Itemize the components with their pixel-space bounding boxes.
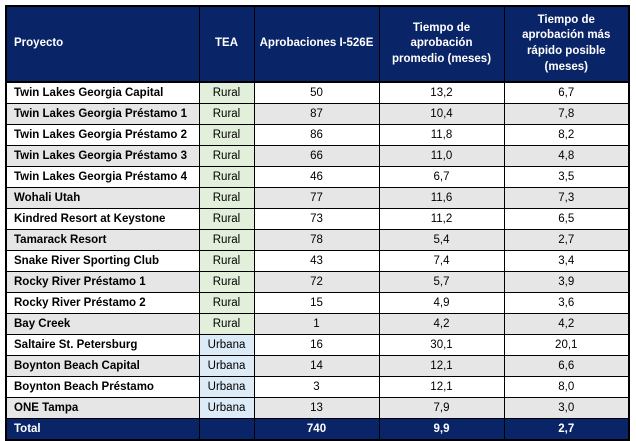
avg-time-cell: 30,1 xyxy=(379,335,504,356)
approvals-cell: 87 xyxy=(254,104,379,125)
fastest-time-cell: 6,6 xyxy=(504,356,629,377)
column-header-fastest-time-cell: Tiempo de aprobación más rápido posible (meses) xyxy=(504,6,629,82)
approvals-cell: 16 xyxy=(254,335,379,356)
table-row xyxy=(6,314,629,335)
fastest-time-cell: 4,2 xyxy=(504,314,629,335)
tea-cell: Urbana xyxy=(199,398,254,419)
project-cell: Boynton Beach Préstamo xyxy=(6,377,199,398)
table-row xyxy=(6,146,629,167)
total-row xyxy=(6,419,629,441)
approvals-cell: 78 xyxy=(254,230,379,251)
column-header-project-cell: Proyecto xyxy=(6,6,199,82)
project-cell: Twin Lakes Georgia Préstamo 2 xyxy=(6,125,199,146)
table-row xyxy=(6,188,629,209)
project-cell: Snake River Sporting Club xyxy=(6,251,199,272)
table-header xyxy=(6,6,629,82)
table-row xyxy=(6,251,629,272)
table-row xyxy=(6,104,629,125)
total-fastest-time-cell: 2,7 xyxy=(504,419,629,441)
table-row xyxy=(6,125,629,146)
avg-time-cell: 4,9 xyxy=(379,293,504,314)
header-row xyxy=(6,6,629,82)
table-body xyxy=(6,82,629,440)
approval-times-table xyxy=(5,5,630,441)
avg-time-cell: 7,9 xyxy=(379,398,504,419)
approvals-cell: 86 xyxy=(254,125,379,146)
avg-time-cell: 11,6 xyxy=(379,188,504,209)
approvals-cell: 72 xyxy=(254,272,379,293)
tea-cell: Rural xyxy=(199,230,254,251)
avg-time-cell: 4,2 xyxy=(379,314,504,335)
fastest-time-cell: 4,8 xyxy=(504,146,629,167)
tea-cell: Rural xyxy=(199,293,254,314)
total-avg-time-cell: 9,9 xyxy=(379,419,504,441)
approval-times-table-container xyxy=(5,5,630,441)
project-cell: Twin Lakes Georgia Préstamo 1 xyxy=(6,104,199,125)
project-cell: Rocky River Préstamo 2 xyxy=(6,293,199,314)
avg-time-cell: 7,4 xyxy=(379,251,504,272)
approvals-cell: 66 xyxy=(254,146,379,167)
table-row xyxy=(6,377,629,398)
fastest-time-cell: 8,0 xyxy=(504,377,629,398)
tea-cell: Urbana xyxy=(199,377,254,398)
approvals-cell: 1 xyxy=(254,314,379,335)
table-row xyxy=(6,293,629,314)
approvals-cell: 14 xyxy=(254,356,379,377)
total-project-cell: Total xyxy=(6,419,199,441)
project-cell: Saltaire St. Petersburg xyxy=(6,335,199,356)
tea-cell: Rural xyxy=(199,82,254,104)
tea-cell: Rural xyxy=(199,251,254,272)
total-approvals-cell: 740 xyxy=(254,419,379,441)
approvals-cell: 46 xyxy=(254,167,379,188)
avg-time-cell: 5,7 xyxy=(379,272,504,293)
table-row xyxy=(6,167,629,188)
approvals-cell: 50 xyxy=(254,82,379,104)
fastest-time-cell: 6,5 xyxy=(504,209,629,230)
avg-time-cell: 5,4 xyxy=(379,230,504,251)
tea-cell: Rural xyxy=(199,188,254,209)
fastest-time-cell: 20,1 xyxy=(504,335,629,356)
table-row xyxy=(6,230,629,251)
project-cell: Rocky River Préstamo 1 xyxy=(6,272,199,293)
tea-cell: Rural xyxy=(199,209,254,230)
avg-time-cell: 12,1 xyxy=(379,377,504,398)
avg-time-cell: 11,0 xyxy=(379,146,504,167)
tea-cell: Rural xyxy=(199,167,254,188)
column-header-tea-cell: TEA xyxy=(199,6,254,82)
column-header-avg-time-cell: Tiempo de aprobación promedio (meses) xyxy=(379,6,504,82)
fastest-time-cell: 3,9 xyxy=(504,272,629,293)
approvals-cell: 43 xyxy=(254,251,379,272)
table-row xyxy=(6,82,629,104)
project-cell: Boynton Beach Capital xyxy=(6,356,199,377)
project-cell: Twin Lakes Georgia Préstamo 3 xyxy=(6,146,199,167)
fastest-time-cell: 6,7 xyxy=(504,82,629,104)
avg-time-cell: 11,8 xyxy=(379,125,504,146)
project-cell: Kindred Resort at Keystone xyxy=(6,209,199,230)
avg-time-cell: 10,4 xyxy=(379,104,504,125)
avg-time-cell: 6,7 xyxy=(379,167,504,188)
tea-cell: Rural xyxy=(199,314,254,335)
fastest-time-cell: 3,0 xyxy=(504,398,629,419)
fastest-time-cell: 3,5 xyxy=(504,167,629,188)
approvals-cell: 15 xyxy=(254,293,379,314)
project-cell: Twin Lakes Georgia Préstamo 4 xyxy=(6,167,199,188)
project-cell: Tamarack Resort xyxy=(6,230,199,251)
total-tea-cell xyxy=(199,419,254,441)
table-row xyxy=(6,356,629,377)
fastest-time-cell: 7,3 xyxy=(504,188,629,209)
tea-cell: Rural xyxy=(199,104,254,125)
avg-time-cell: 11,2 xyxy=(379,209,504,230)
approvals-cell: 73 xyxy=(254,209,379,230)
avg-time-cell: 12,1 xyxy=(379,356,504,377)
project-cell: Twin Lakes Georgia Capital xyxy=(6,82,199,104)
approvals-cell: 3 xyxy=(254,377,379,398)
tea-cell: Urbana xyxy=(199,335,254,356)
approvals-cell: 13 xyxy=(254,398,379,419)
tea-cell: Urbana xyxy=(199,356,254,377)
table-row xyxy=(6,272,629,293)
project-cell: Wohali Utah xyxy=(6,188,199,209)
avg-time-cell: 13,2 xyxy=(379,82,504,104)
fastest-time-cell: 2,7 xyxy=(504,230,629,251)
table-row xyxy=(6,398,629,419)
column-header-approvals-cell: Aprobaciones I-526E xyxy=(254,6,379,82)
fastest-time-cell: 3,6 xyxy=(504,293,629,314)
project-cell: Bay Creek xyxy=(6,314,199,335)
fastest-time-cell: 7,8 xyxy=(504,104,629,125)
fastest-time-cell: 3,4 xyxy=(504,251,629,272)
table-row xyxy=(6,209,629,230)
project-cell: ONE Tampa xyxy=(6,398,199,419)
tea-cell: Rural xyxy=(199,272,254,293)
approvals-cell: 77 xyxy=(254,188,379,209)
fastest-time-cell: 8,2 xyxy=(504,125,629,146)
tea-cell: Rural xyxy=(199,125,254,146)
table-row xyxy=(6,335,629,356)
tea-cell: Rural xyxy=(199,146,254,167)
